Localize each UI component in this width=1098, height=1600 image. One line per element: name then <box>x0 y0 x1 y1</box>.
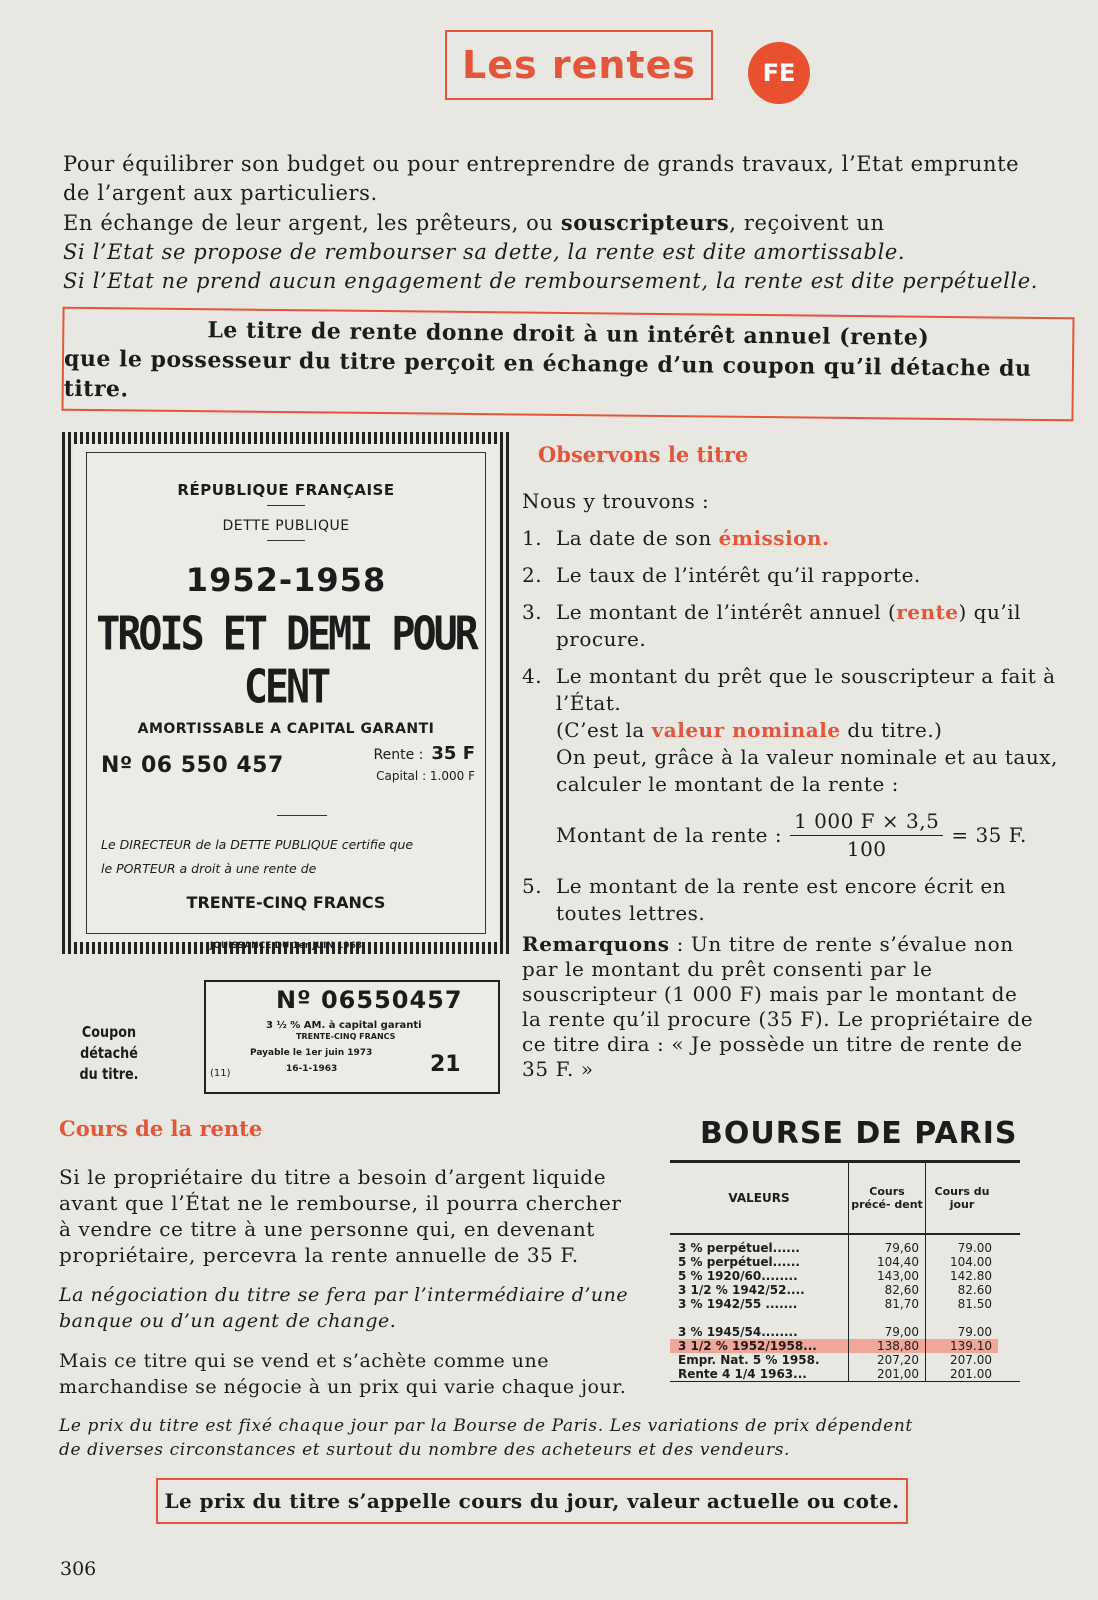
list-item <box>522 525 1062 552</box>
cert-jouissance: JOUISSANCE DU 1er JUIN 1963 <box>209 941 363 951</box>
cert-rente <box>374 743 475 764</box>
row-gap <box>926 1311 998 1325</box>
cert-capital: Capital : 1.000 F <box>376 769 475 783</box>
row-gap <box>670 1311 848 1325</box>
divider <box>277 815 327 816</box>
cours-paragraph: Si le propriétaire du titre a besoin d’argent liquide avant que l’État ne le rembourse, il pourra chercher à vendre ce titre à une personne qui, en devenant propriétaire, percevra la rente annuelle de 35 F. <box>59 1165 622 1267</box>
bourse-cell-jour: 201.00 <box>950 1367 992 1381</box>
cert-amount-words: TRENTE-CINQ FRANCS <box>186 893 386 912</box>
bourse-cell-name: 3 % perpétuel...... <box>678 1241 800 1255</box>
formula-label: Montant de la rente : <box>556 823 783 847</box>
bourse-cell-prec: 143,00 <box>877 1269 919 1283</box>
certificate-inner <box>86 452 486 951</box>
row-gap <box>849 1311 925 1325</box>
cert-taux: TROIS ET DEMI POUR CENT <box>96 608 476 714</box>
item-text: Le montant de la rente est encore écrit en toutes lettres. <box>556 874 1007 925</box>
intro-line: de l’argent aux particuliers. <box>63 181 378 205</box>
intro-line <box>63 208 1083 238</box>
remarque-paragraph <box>522 932 1042 1082</box>
bourse-title: BOURSE DE PARIS <box>700 1116 1018 1151</box>
observons-list <box>522 488 1062 937</box>
coupon-code: (11) <box>210 1068 231 1079</box>
bourse-cell-prec: 82,60 <box>884 1283 919 1297</box>
bourse-cell-prec: 201,00 <box>877 1367 919 1381</box>
item-text <box>556 663 1062 798</box>
formula-denominator: 100 <box>846 837 887 861</box>
bourse-cell-jour: 104.00 <box>950 1255 992 1269</box>
title-box <box>445 30 713 100</box>
bourse-table-body <box>670 1235 1020 1382</box>
bourse-cell-name: Empr. Nat. 5 % 1958. <box>678 1353 820 1367</box>
cours-paragraph: La négociation du titre se fera par l’intermédiaire d’une banque ou d’un agent de change. <box>59 1284 629 1332</box>
divider <box>267 540 305 541</box>
cert-amortissable: AMORTISSABLE A CAPITAL GARANTI <box>137 721 435 737</box>
observons-title: Observons le titre <box>538 442 749 467</box>
formula-result: = 35 F. <box>951 823 1027 847</box>
rule-line: Le titre de rente donne droit à un intérêt annuel (rente) <box>207 317 930 351</box>
bourse-cell-prec: 79,00 <box>884 1325 919 1339</box>
bourse-cell-jour: 142.80 <box>950 1269 992 1283</box>
cert-number: Nº 06 550 457 <box>101 753 284 778</box>
formula-numerator: 1 000 F × 3,5 <box>790 808 943 836</box>
formula-fraction <box>790 808 943 863</box>
cert-certif-line: le PORTEUR a droit à une rente de <box>101 861 317 876</box>
cert-rente-value: 35 F <box>431 743 475 764</box>
bourse-table-header <box>670 1160 1020 1235</box>
list-item <box>522 562 1062 589</box>
jour-column <box>925 1235 998 1381</box>
list-item <box>522 873 1062 927</box>
bourse-cell-name: 5 % 1920/60........ <box>678 1269 798 1283</box>
coupon-line: 3 ½ % AM. à capital garanti <box>266 1020 422 1031</box>
item-text-part: Le montant du prêt que le souscripteur a fait à l’État. <box>556 664 1056 715</box>
item-text: Le taux de l’intérêt qu’il rapporte. <box>556 563 921 587</box>
bourse-cell-name: 5 % perpétuel...... <box>678 1255 800 1269</box>
item-text <box>556 599 1062 653</box>
bourse-cell-prec: 207,20 <box>877 1353 919 1367</box>
price-note-line: de diverses circonstances et surtout du nombre des acheteurs et des vendeurs. <box>59 1440 791 1460</box>
coupon-number: Nº 06550457 <box>276 986 463 1014</box>
bourse-cell-prec: 79,60 <box>884 1241 919 1255</box>
col-valeurs: VALEURS <box>728 1191 790 1205</box>
bourse-cell-name: 3 % 1942/55 ....... <box>678 1297 798 1311</box>
page-number: 306 <box>60 1558 97 1580</box>
item-number: 1. <box>522 526 543 550</box>
precedent-column <box>848 1235 925 1381</box>
bourse-cell-jour: 139.10 <box>926 1339 998 1353</box>
bourse-cell-jour: 79.00 <box>957 1241 992 1255</box>
bourse-table <box>670 1160 1020 1382</box>
intro-term: souscripteurs <box>560 210 730 235</box>
bourse-cell-prec: 104,40 <box>877 1255 919 1269</box>
item-term: valeur nominale <box>651 718 841 742</box>
item-number: 5. <box>522 874 543 898</box>
list-item <box>522 663 1062 798</box>
coupon-caption-line: du titre. <box>79 1065 139 1083</box>
item-text-part <box>556 717 1062 744</box>
remarque-label: Remarquons <box>522 932 670 956</box>
observons-intro: Nous y trouvons : <box>522 489 710 513</box>
bourse-cell-prec: 138,80 <box>849 1339 925 1353</box>
rule-line: que le possesseur du titre perçoit en échange d’un coupon qu’il détache du titre. <box>63 345 1032 403</box>
item-text-part: Le montant de l’intérêt annuel ( <box>556 600 897 624</box>
coupon-line: Payable le 1er juin 1973 <box>250 1048 373 1058</box>
list-item <box>522 599 1062 653</box>
bourse-cell-jour: 82.60 <box>957 1283 992 1297</box>
item-text-part: du titre.) <box>840 718 943 742</box>
coupon-index: 21 <box>430 1052 461 1077</box>
item-text <box>556 525 1062 552</box>
remarque-text: : Un titre de rente s’évalue non par le montant du prêt consenti par le souscripteur (1 000 F) mais par le montant de la rente qu’il procure (35 F). Le propriétaire de ce titre dira : « Je possède un titre de rente de 35 F. » <box>522 932 1034 1081</box>
coupon <box>204 980 500 1094</box>
item-text-part: On peut, grâce à la valeur nominale et au taux, calculer le montant de la rente : <box>556 745 1058 796</box>
item-term: rente <box>896 600 959 624</box>
rente-formula <box>556 808 1062 863</box>
intro-text: , reçoivent un <box>729 211 885 235</box>
cert-certif-line: Le DIRECTEUR de la DETTE PUBLIQUE certifie que <box>101 837 414 852</box>
cours-paragraph: Mais ce titre qui se vend et s’achète comme une marchandise se négocie à un prix qui varie chaque jour. <box>59 1350 627 1398</box>
page-title: Les rentes <box>462 43 696 87</box>
rente-certificate <box>62 432 510 954</box>
cours-title: Cours de la rente <box>59 1116 263 1141</box>
bourse-cell-name: 3 1/2 % 1952/1958... <box>670 1339 848 1353</box>
item-text-part: (C’est la <box>556 718 652 742</box>
divider <box>267 505 305 506</box>
item-text-part: La date de son <box>556 526 719 550</box>
coupon-line: TRENTE-CINQ FRANCS <box>296 1032 396 1041</box>
coupon-caption-line: Coupon <box>81 1023 137 1041</box>
item-text-part: ) qu’il procure. <box>556 600 1022 651</box>
col-cours-precedent: Cours précé- dent <box>848 1163 925 1233</box>
item-term: émission. <box>718 526 830 550</box>
rule-box <box>61 307 1074 422</box>
price-definition-box: Le prix du titre s’appelle cours du jour, valeur actuelle ou cote. <box>156 1478 908 1524</box>
bourse-cell-name: 3 1/2 % 1942/52.... <box>678 1283 805 1297</box>
item-number: 3. <box>522 600 543 624</box>
intro-line: Si l’Etat ne prend aucun engagement de remboursement, la rente est dite perpétuelle. <box>63 269 1039 293</box>
price-note <box>59 1414 1069 1462</box>
valeurs-column <box>670 1235 848 1381</box>
coupon-caption <box>72 1022 145 1085</box>
intro-text: En échange de leur argent, les prêteurs, ou <box>63 211 561 235</box>
cert-years: 1952-1958 <box>185 561 387 599</box>
fe-badge: FE <box>748 42 810 104</box>
bourse-cell-prec: 81,70 <box>884 1297 919 1311</box>
cert-rente-label: Rente : <box>373 747 424 763</box>
bourse-cell-jour: 81.50 <box>957 1297 992 1311</box>
coupon-line: 16-1-1963 <box>286 1064 338 1074</box>
cert-republic: RÉPUBLIQUE FRANÇAISE <box>177 481 395 499</box>
bourse-cell-jour: 207.00 <box>950 1353 992 1367</box>
bourse-cell-name: Rente 4 1/4 1963... <box>678 1367 807 1381</box>
cert-certification <box>101 833 491 881</box>
price-note-line: Le prix du titre est fixé chaque jour par la Bourse de Paris. Les variations de prix dépendent <box>59 1416 913 1436</box>
item-number: 2. <box>522 563 543 587</box>
cert-dette: DETTE PUBLIQUE <box>222 518 350 534</box>
intro-line: Si l’Etat se propose de rembourser sa dette, la rente est dite amortissable. <box>63 240 906 264</box>
intro-paragraph <box>63 150 1083 296</box>
item-number: 4. <box>522 664 543 688</box>
bourse-cell-name: 3 % 1945/54........ <box>678 1325 798 1339</box>
intro-line: Pour équilibrer son budget ou pour entreprendre de grands travaux, l’Etat emprunte <box>63 152 1020 176</box>
coupon-caption-line: détaché <box>80 1044 138 1062</box>
col-cours-jour: Cours du jour <box>925 1163 998 1233</box>
bourse-cell-jour: 79.00 <box>957 1325 992 1339</box>
